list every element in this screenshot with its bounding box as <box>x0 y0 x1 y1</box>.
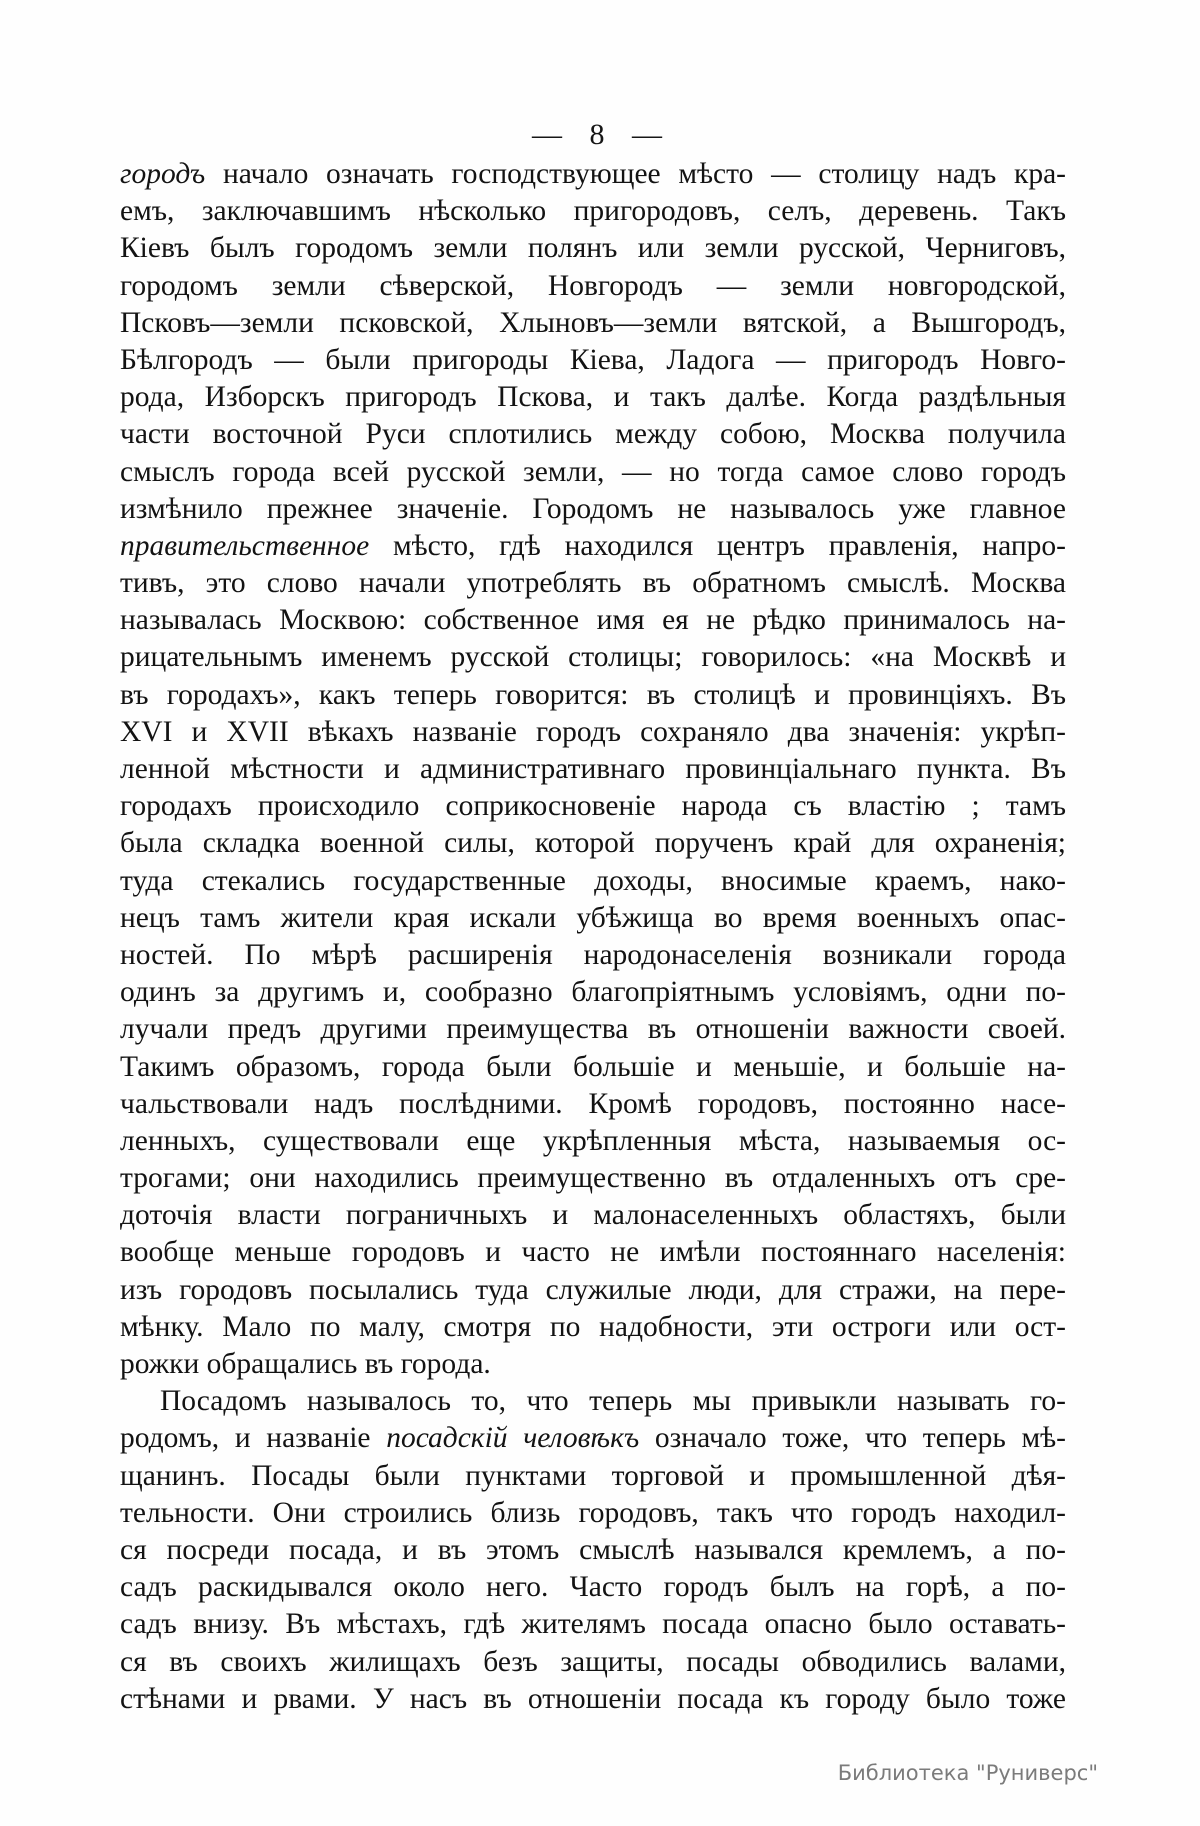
text-segment: въ городахъ», какъ теперь говорится: въ столицѣ и провинціяхъ. Въ <box>120 678 1066 711</box>
italic-text-segment: городъ <box>120 158 206 190</box>
text-line <box>120 974 1066 1011</box>
text-line <box>120 677 1066 714</box>
text-line <box>120 565 1066 602</box>
text-line <box>120 528 1066 565</box>
text-line <box>120 193 1066 230</box>
text-segment: Псковъ—земли псковской, Хлыновъ—земли вятской, а Вышгородъ, <box>120 306 1066 339</box>
text-segment: Такимъ образомъ, города были большіе и меньшіе, и большіе на- <box>120 1050 1066 1083</box>
text-segment: ленной мѣстности и административнаго провинціальнаго пункта. Въ <box>120 753 1066 785</box>
text-line <box>120 639 1066 676</box>
text-line <box>120 788 1066 825</box>
text-line <box>120 268 1066 305</box>
text-segment: Бѣлгородъ — были пригороды Кіева, Ладога — пригородъ Новго- <box>120 343 1066 376</box>
text-line <box>120 1569 1066 1606</box>
text-segment: ся въ своихъ жилищахъ безъ защиты, посады обводились валами, <box>120 1645 1066 1678</box>
text-line <box>120 751 1066 788</box>
text-segment: мѣнку. Мало по малу, смотря по надобности, эти остроги или ост- <box>120 1310 1066 1343</box>
text-line <box>120 825 1066 862</box>
text-segment: называлась Москвою: собственное имя ея не рѣдко принималось на- <box>120 604 1066 637</box>
text-segment: начало означать господствующее мѣсто — столицу надъ кра- <box>205 158 1066 190</box>
text-segment: родомъ, и названіе <box>120 1422 387 1455</box>
text-segment: садъ внизу. Въ мѣстахъ, гдѣ жителямъ посада опасно было оставать- <box>120 1608 1066 1641</box>
text-segment: трогами; они находились преимущественно въ отдаленныхъ отъ сре- <box>120 1162 1066 1195</box>
text-segment: ся посреди посада, и въ этомъ смыслѣ назывался кремлемъ, а по- <box>120 1533 1066 1566</box>
text-segment: смыслъ города всей русской земли, — но тогда самое слово городъ <box>120 455 1066 488</box>
text-segment: XVI и XVII вѣкахъ названіе городъ сохраняло два значенія: укрѣп- <box>120 715 1066 748</box>
text-segment: нецъ тамъ жители края искали убѣжища во время военныхъ опас- <box>120 901 1066 934</box>
text-line <box>120 1644 1066 1681</box>
text-segment: означало тоже, что теперь мѣ- <box>639 1422 1066 1455</box>
text-line <box>120 230 1066 267</box>
text-line <box>120 1606 1066 1643</box>
text-line <box>120 1681 1066 1718</box>
text-line <box>120 863 1066 900</box>
text-line <box>120 937 1066 974</box>
text-line <box>120 1160 1066 1197</box>
text-line <box>120 1086 1066 1123</box>
text-segment: лучали предъ другими преимущества въ отношеніи важности своей. <box>120 1013 1066 1046</box>
text-segment: измѣнило прежнее значеніе. Городомъ не называлось уже главное <box>120 492 1066 525</box>
text-segment: стѣнами и рвами. У насъ въ отношеніи посада къ городу было тоже <box>120 1682 1066 1715</box>
text-line <box>120 1049 1066 1086</box>
text-line <box>120 1123 1066 1160</box>
text-segment: изъ городовъ посылались туда служилые люди, для стражи, на пере- <box>120 1273 1066 1306</box>
text-segment: мѣсто, гдѣ находился центръ правленія, напро- <box>369 529 1066 562</box>
italic-text-segment: правительственное <box>120 529 370 562</box>
body-text <box>120 156 1066 1718</box>
text-line <box>120 379 1066 416</box>
italic-text-segment: посадскій человѣкъ <box>386 1422 640 1455</box>
text-line <box>120 342 1066 379</box>
text-line <box>120 1272 1066 1309</box>
text-line <box>120 416 1066 453</box>
text-segment: доточія власти пограничныхъ и малонаселенныхъ областяхъ, были <box>120 1199 1066 1232</box>
text-segment: емъ, заключавшимъ нѣсколько пригородовъ, селъ, деревень. Такъ <box>120 195 1066 228</box>
text-segment: ленныхъ, существовали еще укрѣпленныя мѣста, называемыя ос- <box>120 1124 1066 1157</box>
page-number: — 8 — <box>532 118 668 151</box>
text-segment: была складка военной силы, которой порученъ край для охраненія; <box>120 827 1066 860</box>
text-segment: Кіевъ былъ городомъ земли полянъ или земли русской, Черниговъ, <box>120 232 1066 265</box>
text-segment: садъ раскидывался около него. Часто городъ былъ на горѣ, а по- <box>120 1571 1066 1604</box>
text-segment: ностей. По мѣрѣ расширенія народонаселенія возникали города <box>120 938 1066 971</box>
text-segment: тельности. Они строились близь городовъ, такъ что городъ находил- <box>120 1496 1066 1529</box>
text-segment: туда стекались государственные доходы, вносимые краемъ, нако- <box>120 864 1066 897</box>
text-line <box>120 1309 1066 1346</box>
text-line <box>120 1420 1066 1457</box>
text-line <box>120 491 1066 528</box>
text-line <box>120 602 1066 639</box>
text-line <box>120 1234 1066 1271</box>
library-watermark: Библиотека "Руниверс" <box>837 1761 1098 1785</box>
text-line <box>120 156 1066 193</box>
text-line <box>120 1011 1066 1048</box>
text-line <box>120 1458 1066 1495</box>
text-segment: рода, Изборскъ пригородъ Пскова, и такъ далѣе. Когда раздѣльныя <box>120 381 1066 414</box>
text-line <box>120 1532 1066 1569</box>
text-line <box>120 1383 1066 1420</box>
text-segment: тивъ, это слово начали употреблять въ обратномъ смыслѣ. Москва <box>120 567 1066 600</box>
text-line <box>120 1495 1066 1532</box>
text-segment: Посадомъ называлось то, что теперь мы привыкли называть го- <box>160 1385 1066 1418</box>
text-line <box>120 305 1066 342</box>
text-line <box>120 1346 1066 1383</box>
text-segment: городомъ земли сѣверской, Новгородъ — земли новгородской, <box>120 269 1066 302</box>
text-line <box>120 1197 1066 1234</box>
text-segment: чальствовали надъ послѣдними. Кромѣ городовъ, постоянно насе- <box>120 1087 1066 1120</box>
text-line <box>120 900 1066 937</box>
text-segment: рожки обращались въ города. <box>120 1348 491 1380</box>
text-segment: одинъ за другимъ и, сообразно благопріятнымъ условіямъ, одни по- <box>120 976 1066 1009</box>
text-line <box>120 714 1066 751</box>
text-segment: щанинъ. Посады были пунктами торговой и промышленной дѣя- <box>120 1459 1066 1492</box>
text-segment: городахъ происходило соприкосновеніе народа съ властію ; тамъ <box>120 790 1066 823</box>
text-segment: рицательнымъ именемъ русской столицы; говорилось: «на Москвѣ и <box>120 641 1066 674</box>
text-line <box>120 454 1066 491</box>
text-segment: вообще меньше городовъ и часто не имѣли постояннаго населенія: <box>120 1236 1066 1269</box>
text-segment: части восточной Руси сплотились между собою, Москва получила <box>120 418 1066 451</box>
